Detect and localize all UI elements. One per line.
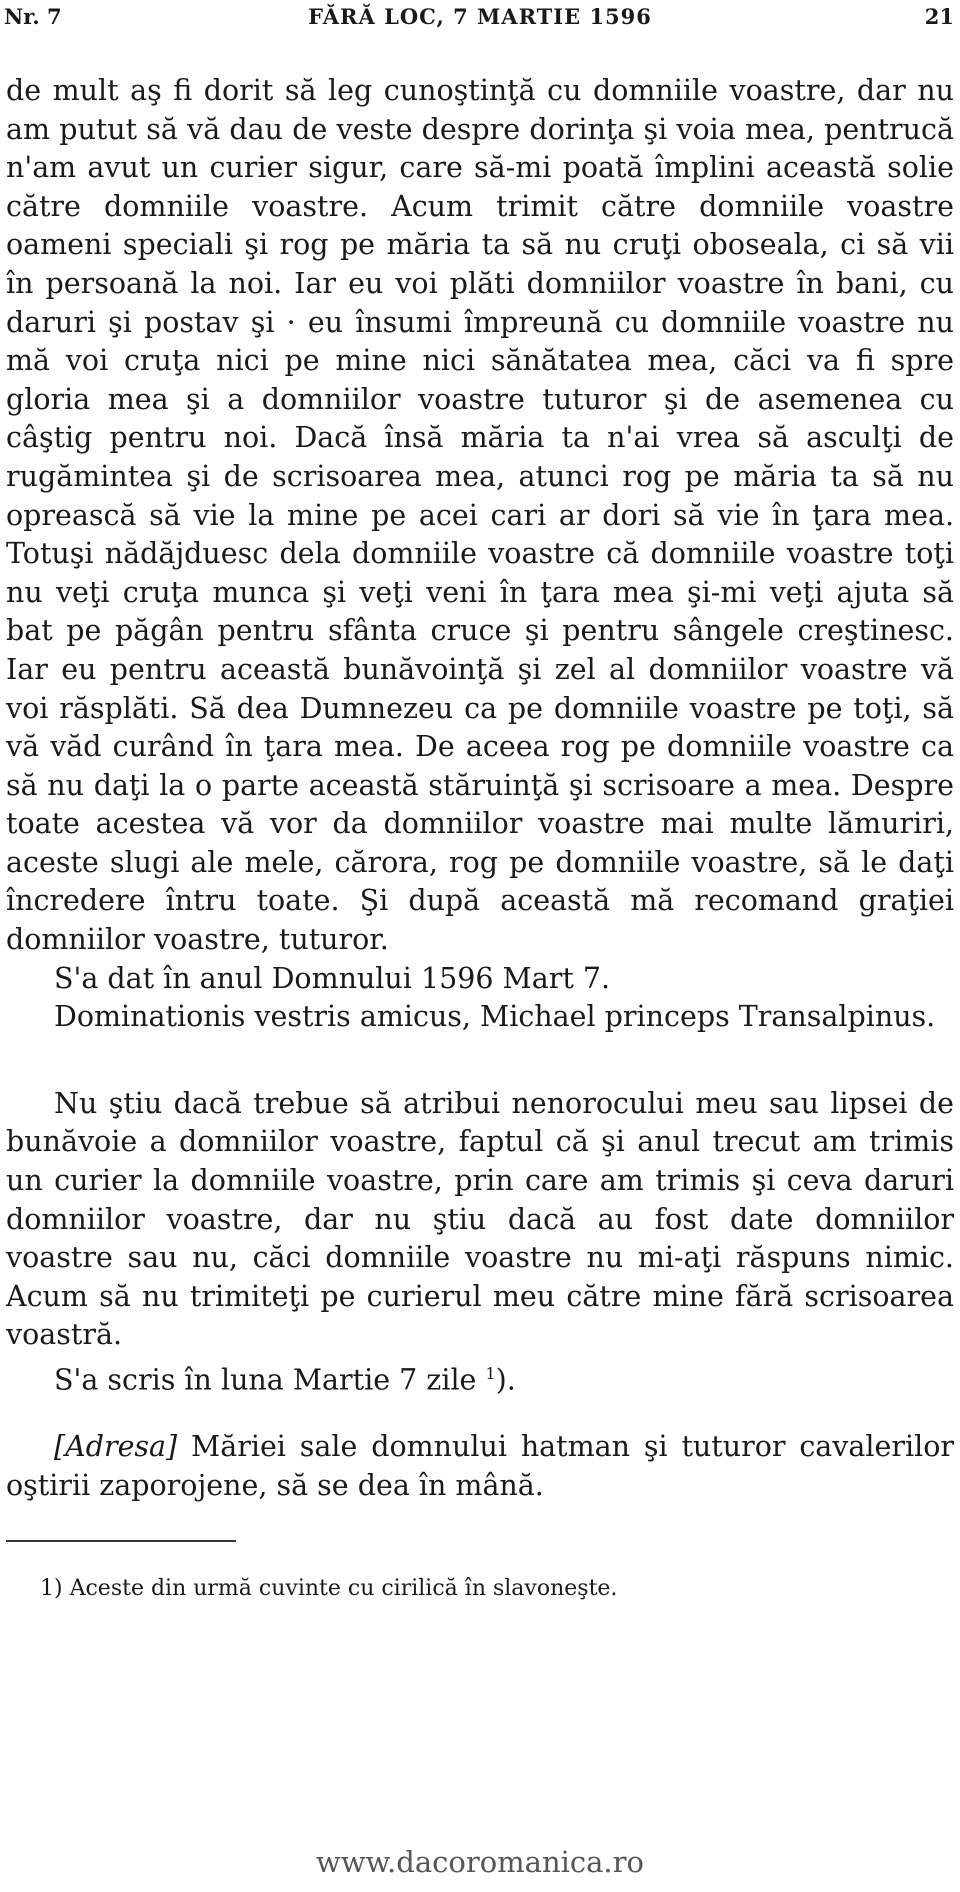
watermark-url: www.dacoromanica.ro (316, 1845, 644, 1879)
footnote-separator (6, 1540, 236, 1542)
dating-line: S'a dat în anul Domnului 1596 Mart 7. (54, 961, 611, 995)
footnote-reference[interactable]: 1 (485, 1364, 496, 1383)
signature-line: Dominationis vestris amicus, Michael princeps Transalpinus. (54, 1000, 936, 1034)
document-number: Nr. 7 (4, 4, 62, 29)
address-label: [Adresa] (54, 1430, 178, 1464)
letter-paragraph-continued: de mult aş fi dorit să leg cunoştinţă cu domniile voastre, dar nu am putut să vă dau de veste despre dorinţa şi voia mea, pentrucă n'am avut un curier sigur, care să-mi poată împlini această solie către domniile voastre. Acum trimit către domniile voastre oameni speciali şi rog pe măria ta să nu cruţi oboseala, ci să vii în persoană la noi. Iar eu voi plăti domniilor voastre în bani, cu daruri şi postav şi · eu însumi împreună cu domniile voastre nu mă voi cruţa nici pe mine nici sănătatea mea, căci va fi spre gloria mea şi a domniilor voastre tuturor şi de asemenea cu câştig pentru noi. Dacă însă măria ta n'ai vrea să asculţi de rugămintea şi de scrisoarea mea, atunci rog pe măria ta să nu oprească să vie la mine pe acei cari ar dori să vie în ţara mea. Totuşi nădăjduesc dela domniile voastre că domniile voastre toţi nu veţi cruţa munca şi veţi veni în ţara mea şi-mi veţi ajuta să bat pe păgân pentru sfânta cruce şi pentru sângele creştinesc. Iar eu pentru această bunăvoinţă şi zel al domniilor voastre vă voi răsplăti. Să dea Dumnezeu ca pe domniile voastre pe toţi, să vă văd curând în ţara mea. De aceea rog pe domniile voastre ca să nu daţi la o parte această stăruinţă şi scrisoare a mea. Despre toate acestea vă vor da domniilor voastre mai multe lămuriri, aceste slugi ale mele, cărora, rog pe domniile voastre, să le daţi încredere întru toate. Şi după această mă recomand graţiei domniilor voastre, tuturor. (6, 74, 954, 957)
running-header (0, 4, 960, 34)
second-letter-paragraph: Nu ştiu dacă trebue să atribui nenorocului meu sau lipsei de bunăvoie a domniilor voastre, faptul că şi anul trecut am trimis un curier la domniile voastre, prin care am trimis şi ceva daruri domniilor voastre, dar nu ştiu dacă au fost date domniilor voastre sau nu, căci domniile voastre nu mi-aţi răspuns nimic. Acum să nu trimiteţi pe curierul meu către mine fără scrisoarea voastră. (6, 1086, 954, 1352)
second-dating-line (6, 1355, 954, 1400)
second-dating-tail: ). (495, 1363, 516, 1397)
address-text: Măriei sale domnului hatman şi tuturor cavalerilor oştirii zaporojene, să se dea în mână. (6, 1430, 954, 1502)
document-body (6, 72, 954, 1505)
footnote-marker: 1) (40, 1576, 63, 1601)
address-paragraph (6, 1428, 954, 1505)
page-number: 21 (924, 4, 954, 29)
footnote-text: Aceste din urmă cuvinte cu cirilică în slavoneşte. (69, 1576, 618, 1601)
second-dating-text: S'a scris în luna Martie 7 zile (54, 1363, 477, 1397)
footnote (40, 1574, 940, 1604)
running-title: FĂRĂ LOC, 7 MARTIE 1596 (308, 4, 652, 29)
